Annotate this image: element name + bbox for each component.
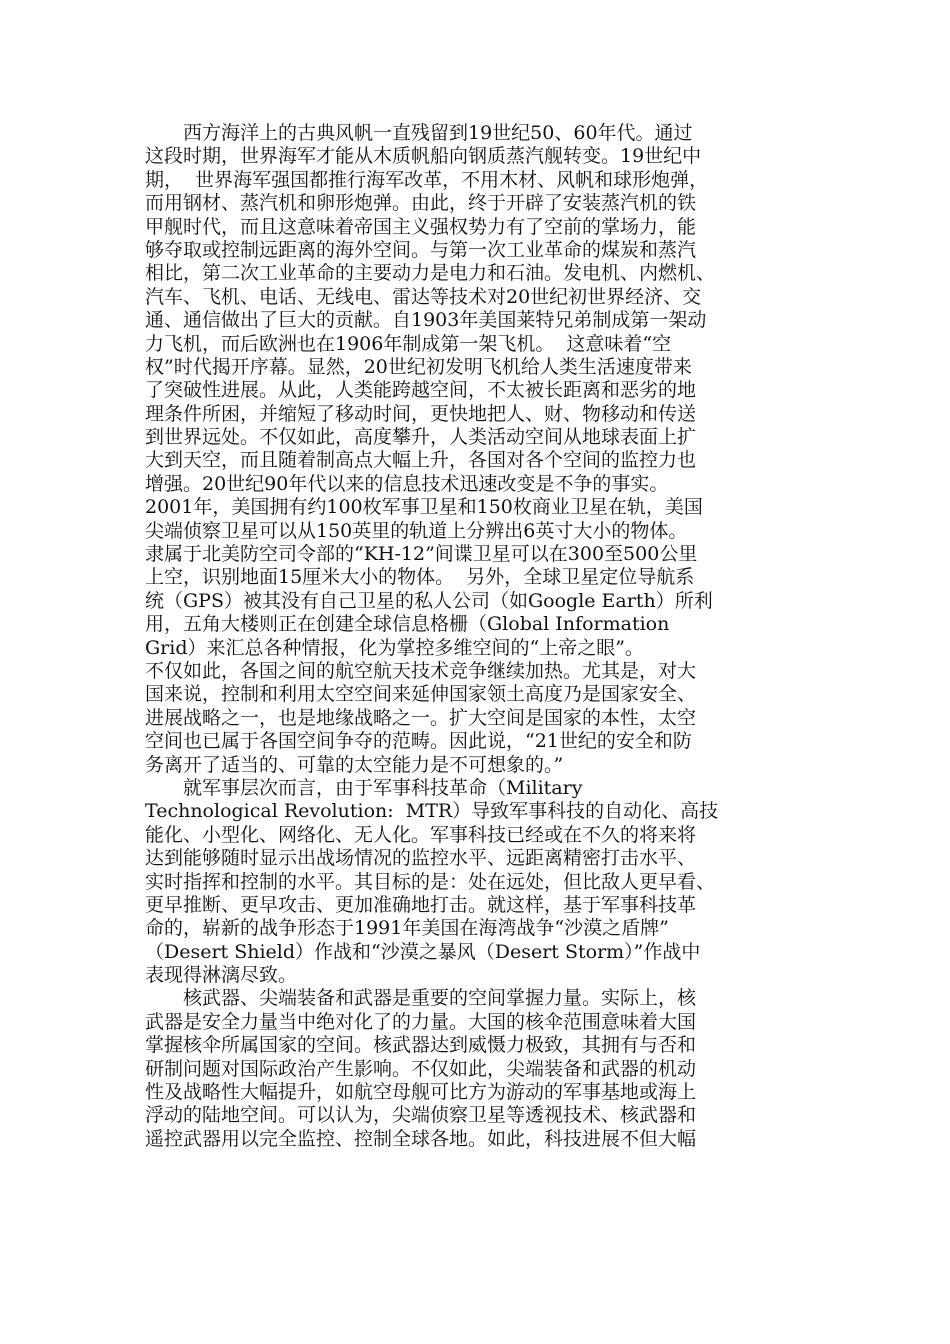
text-line: 到世界远处。不仅如此，高度攀升，人类活动空间从地球表面上扩 bbox=[145, 426, 697, 449]
text-line: 了突破性进展。从此，人类能跨越空间，不太被长距离和恶劣的地 bbox=[145, 379, 697, 402]
text-line: 汽车、飞机、电话、无线电、雷达等技术对20世纪初世界经济、交 bbox=[145, 285, 702, 308]
text-line: 理条件所困，并缩短了移动时间，更快地把人、财、物移动和传送 bbox=[145, 402, 697, 425]
text-line: （Desert Shield）作战和“沙漠之暴风（Desert Storm）”作战中 bbox=[145, 940, 701, 963]
text-line: 权”时代揭开序幕。显然，20世纪初发明飞机给人类生活速度带来 bbox=[145, 355, 692, 378]
text-line: 期， 世界海军强国都推行海军改革，不用木材、风帆和球形炮弹， bbox=[145, 168, 709, 191]
text-line: 武器是安全力量当中绝对化了的力量。大国的核伞范围意味着大国 bbox=[145, 1010, 697, 1033]
text-line: 实时指挥和控制的水平。其目标的是：处在远处，但比敌人更早看、 bbox=[145, 870, 716, 893]
text-line: 研制问题对国际政治产生影响。不仅如此，尖端装备和武器的机动 bbox=[145, 1057, 697, 1080]
article-body bbox=[145, 122, 807, 1151]
text-line: 上空，识别地面15厘米大小的物体。 另外，全球卫星定位导航系 bbox=[145, 566, 695, 589]
text-line: 相比，第二次工业革命的主要动力是电力和石油。发电机、内燃机、 bbox=[145, 262, 716, 285]
text-line: 掌握核伞所属国家的空间。核武器达到威慑力极致，其拥有与否和 bbox=[145, 1034, 697, 1057]
text-line: 用，五角大楼则正在创建全球信息格栅（Global Information bbox=[145, 613, 670, 636]
text-line: 达到能够随时显示出战场情况的监控水平、远距离精密打击水平、 bbox=[145, 847, 697, 870]
text-line: Technological Revolution: MTR）导致军事科技的自动化、高技 bbox=[145, 800, 719, 823]
text-line: 尖端侦察卫星可以从150英里的轨道上分辨出6英寸大小的物体。 bbox=[145, 519, 688, 542]
text-line: 空间也已属于各国空间争夺的范畴。因此说，“21世纪的安全和防 bbox=[145, 730, 692, 753]
text-line: 更早推断、更早攻击、更加准确地打击。就这样，基于军事科技革 bbox=[145, 893, 697, 916]
text-line: 浮动的陆地空间。可以认为，尖端侦察卫星等透视技术、核武器和 bbox=[145, 1104, 697, 1127]
text-line: 大到天空，而且随着制高点大幅上升，各国对各个空间的监控力也 bbox=[145, 449, 697, 472]
text-line: 增强。20世纪90年代以来的信息技术迅速改变是不争的事实。 bbox=[145, 472, 669, 495]
text-line: 甲舰时代，而且这意味着帝国主义强权势力有了空前的掌场力，能 bbox=[145, 215, 697, 238]
text-line: 隶属于北美防空司令部的“KH-12”间谍卫星可以在300至500公里 bbox=[145, 543, 698, 566]
text-line: 通、通信做出了巨大的贡献。自1903年美国莱特兄弟制成第一架动 bbox=[145, 309, 707, 332]
text-line: 西方海洋上的古典风帆一直残留到19世纪50、60年代。通过 bbox=[145, 122, 693, 144]
text-line: 这段时期，世界海军才能从木质帆船向钢质蒸汽舰转变。19世纪中 bbox=[145, 145, 702, 168]
text-line: 统（GPS）被其没有自己卫星的私人公司（如Google Earth）所利 bbox=[145, 589, 713, 612]
text-line: Grid）来汇总各种情报，化为掌控多维空间的“上帝之眼”。 bbox=[145, 636, 644, 659]
text-line: 表现得淋漓尽致。 bbox=[145, 964, 298, 987]
text-line: 力飞机，而后欧洲也在1906年制成第一架飞机。 这意味着“空 bbox=[145, 332, 672, 355]
text-line: 就军事层次而言，由于军事科技革命（Military bbox=[145, 776, 583, 799]
text-line: 国来说，控制和利用太空空间来延伸国家领土高度乃是国家安全、 bbox=[145, 683, 697, 706]
text-line: 命的，崭新的战争形态于1991年美国在海湾战争“沙漠之盾牌” bbox=[145, 917, 669, 940]
text-line: 进展战略之一，也是地缘战略之一。扩大空间是国家的本性，太空 bbox=[145, 706, 697, 729]
text-line: 够夺取或控制远距离的海外空间。与第一次工业革命的煤炭和蒸汽 bbox=[145, 238, 697, 261]
text-line: 2001年，美国拥有约100枚军事卫星和150枚商业卫星在轨，美国 bbox=[145, 496, 703, 519]
text-line: 务离开了适当的、可靠的太空能力是不可想象的。” bbox=[145, 753, 564, 776]
text-line: 而用钢材、蒸汽机和卵形炮弹。由此，终于开辟了安装蒸汽机的铁 bbox=[145, 192, 697, 215]
text-line: 不仅如此，各国之间的航空航天技术竞争继续加热。尤其是，对大 bbox=[145, 659, 697, 682]
text-line: 核武器、尖端装备和武器是重要的空间掌握力量。实际上，核 bbox=[145, 987, 697, 1010]
text-line: 性及战略性大幅提升，如航空母舰可比方为游动的军事基地或海上 bbox=[145, 1081, 697, 1104]
text-line: 遥控武器用以完全监控、控制全球各地。如此，科技进展不但大幅 bbox=[145, 1127, 697, 1150]
text-line: 能化、小型化、网络化、无人化。军事科技已经或在不久的将来将 bbox=[145, 823, 697, 846]
